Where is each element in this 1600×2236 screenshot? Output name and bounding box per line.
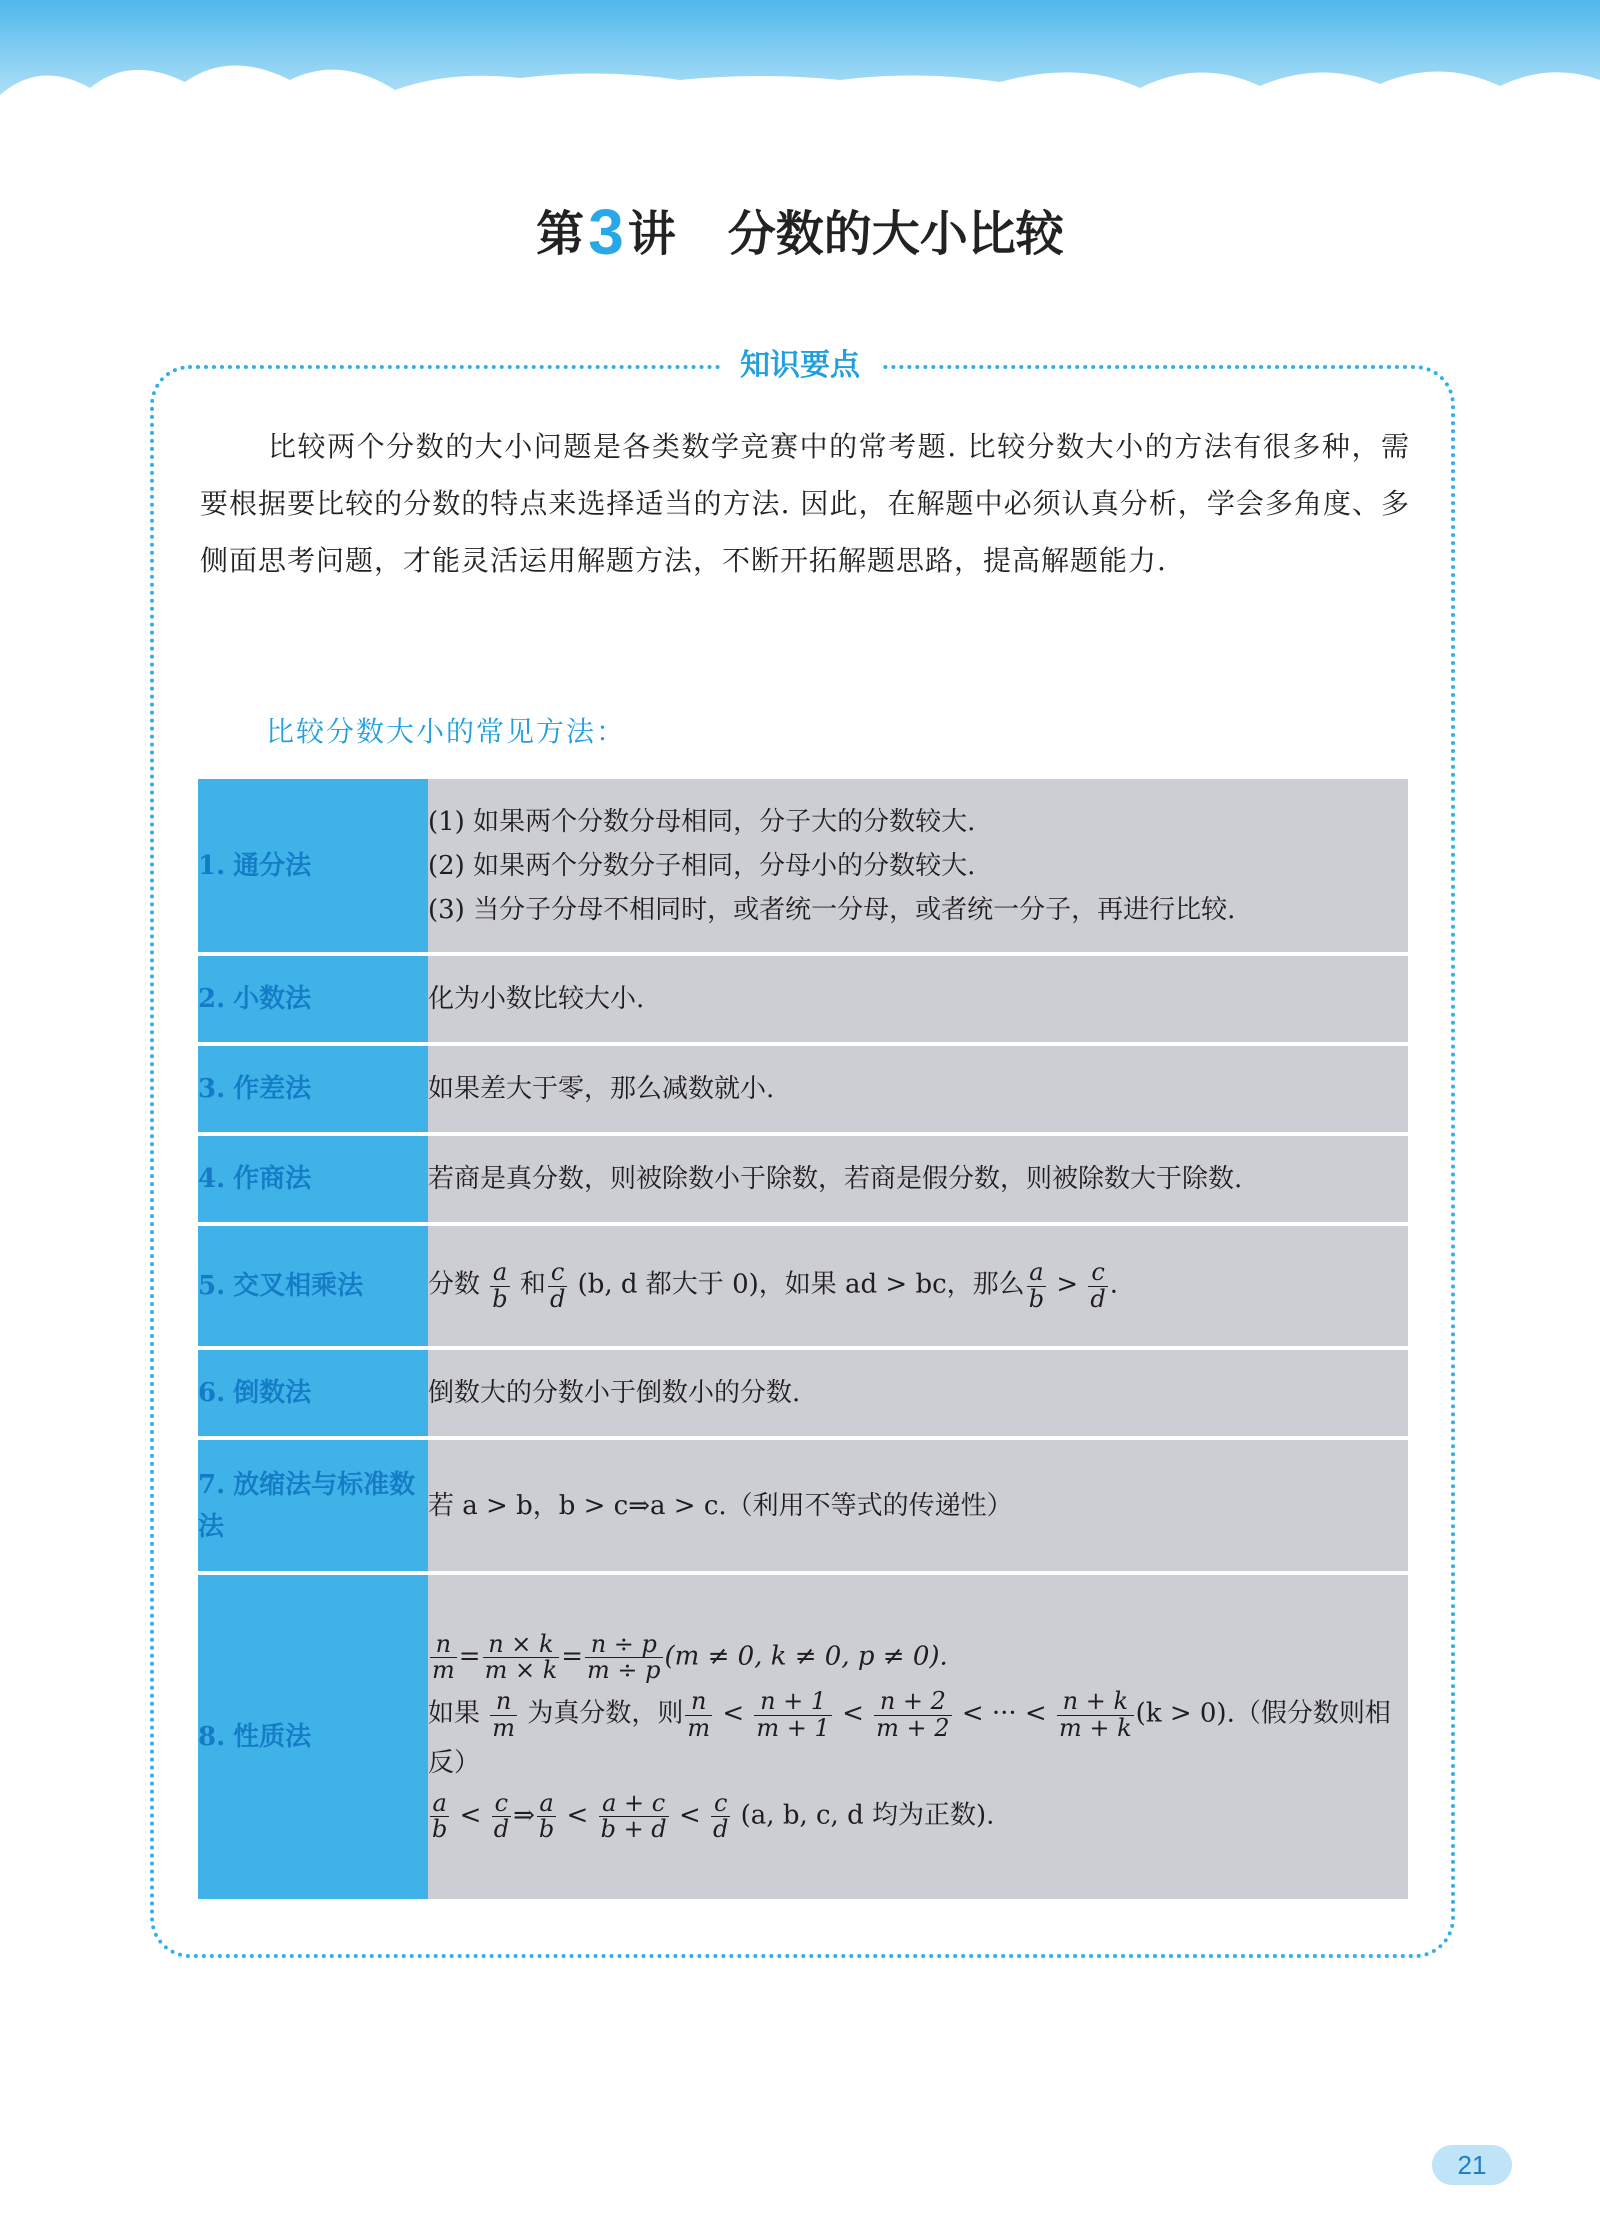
fraction: $\frac{c}{d}$	[713, 1788, 729, 1843]
method-desc: 若商是真分数，则被除数小于除数，若商是假分数，则被除数大于除数.	[428, 1134, 1408, 1224]
table-row	[198, 1348, 1408, 1438]
fraction: $\frac{n}{m}$	[432, 1629, 455, 1685]
table-row	[198, 1044, 1408, 1134]
fraction: $\frac{a}{b}$	[432, 1788, 448, 1843]
property-line-1: $\frac{n}{m}$ = $\frac{n \times k}{m \times k}$ = $\frac{n \div p}{m \div p}$ (m ≠ 0, k ≠ 0, p ≠ 0).	[432, 1629, 948, 1685]
table-row	[198, 1224, 1408, 1348]
method-desc: (1) 如果两个分数分母相同，分子大的分数较大. (2) 如果两个分数分子相同，分母小的分数较大. (3) 当分子分母不相同时，或者统一分母，或者统一分子，再进行比较.	[428, 779, 1408, 954]
method-desc: 化为小数比较大小.	[428, 954, 1408, 1044]
method-name: 6. 倒数法	[198, 1348, 428, 1438]
method-desc	[428, 1573, 1408, 1899]
fraction: $\frac{n}{m}$	[492, 1687, 516, 1742]
method-desc: 若 a > b，b > c⇒a > c.（利用不等式的传递性）	[428, 1438, 1408, 1573]
method-desc: 倒数大的分数小于倒数小的分数.	[428, 1348, 1408, 1438]
method-name: 1. 通分法	[198, 779, 428, 954]
table-row	[198, 1134, 1408, 1224]
subheading: 比较分数大小的常见方法：	[266, 715, 627, 748]
method-name: 8. 性质法	[198, 1573, 428, 1899]
table-row	[198, 954, 1408, 1044]
method-desc: 分数 $\frac{a}{b}$ 和 $\frac{c}{d}$ (b, d 都大于 0)，如果 ad > bc，那么 $\frac{a}{b}$ > $\frac{c}{d}$ .	[428, 1224, 1408, 1348]
fraction: $\frac{n + k}{m + k}$	[1059, 1687, 1132, 1742]
fraction: $\frac{a}{b}$	[1028, 1258, 1045, 1313]
sky-cloud-banner	[0, 0, 1600, 150]
lecture-number: 3	[588, 196, 624, 268]
fraction: $\frac{a}{b}$	[492, 1258, 508, 1313]
fraction: $\frac{a}{b}$	[538, 1788, 555, 1843]
method-name: 7. 放缩法与标准数法	[198, 1438, 428, 1573]
page-number: 21	[1432, 2145, 1512, 2185]
methods-table	[198, 779, 1408, 1899]
table-row	[198, 779, 1408, 954]
method-name: 3. 作差法	[198, 1044, 428, 1134]
fraction: $\frac{a + c}{b + d}$	[600, 1788, 667, 1843]
method-desc: 如果差大于零，那么减数就小.	[428, 1044, 1408, 1134]
fraction: $\frac{n}{m}$	[687, 1687, 711, 1742]
method-name: 4. 作商法	[198, 1134, 428, 1224]
fraction: $\frac{n \times k}{m \times k}$	[484, 1629, 558, 1685]
property-line-3: $\frac{a}{b}$ < $\frac{c}{d}$ ⇒ $\frac{a}{b}$ < $\frac{a + c}{b + d}$ < $\frac{c}{d}$ (a, b, c, d 均为正数).	[432, 1788, 995, 1843]
table-row	[198, 1438, 1408, 1573]
section-label: 知识要点	[720, 344, 880, 388]
fraction: $\frac{c}{d}$	[1090, 1258, 1106, 1313]
fraction: $\frac{n + 1}{m + 1}$	[756, 1687, 830, 1742]
intro-paragraph: 比较两个分数的大小问题是各类数学竞赛中的常考题. 比较分数大小的方法有很多种，需要根据要比较的分数的特点来选择适当的方法. 因此，在解题中必须认真分析，学会多角度、多侧面思考问题，才能灵活运用解题方法，不断开拓解题思路，提高解题能力.	[200, 430, 1410, 577]
property-line-2: 如果 $\frac{n}{m}$ 为真分数，则 $\frac{n}{m}$ < $\frac{n + 1}{m + 1}$ < $\frac{n + 2}{m + 2}$ < ··· < $\frac{n + k}{m + k}$ (k > 0).（假分数则相反）	[428, 1687, 1391, 1778]
table-row	[198, 1573, 1408, 1899]
fraction: $\frac{c}{d}$	[549, 1258, 566, 1313]
method-name: 5. 交叉相乘法	[198, 1224, 428, 1348]
page-title: 第3讲 分数的大小比较	[536, 196, 1064, 268]
fraction: $\frac{n + 2}{m + 2}$	[876, 1687, 950, 1742]
fraction: $\frac{c}{d}$	[493, 1788, 510, 1843]
fraction: $\frac{n \div p}{m \div p}$	[587, 1629, 661, 1685]
method-name: 2. 小数法	[198, 954, 428, 1044]
